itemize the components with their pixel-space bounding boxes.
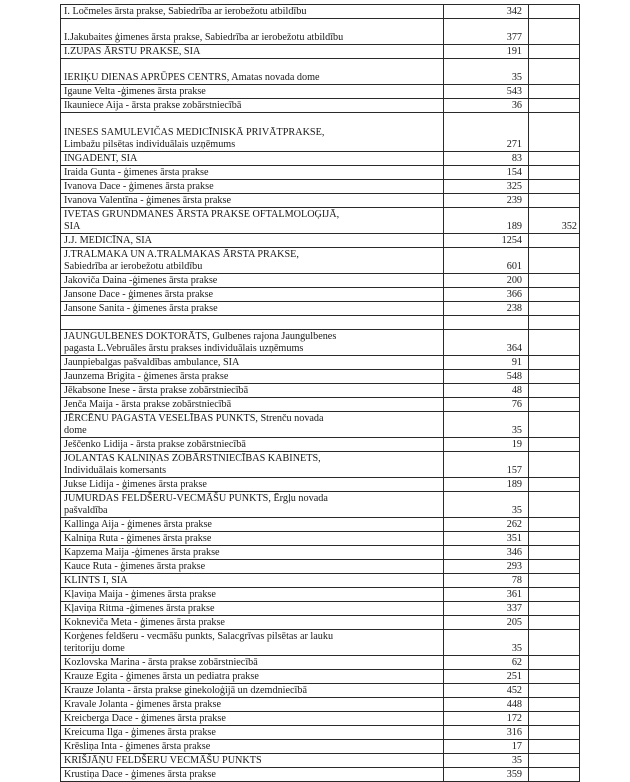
practice-name-line: Jēkabsone Inese - ārsta prakse zobārstniecībā <box>64 385 249 396</box>
practice-name-cell <box>61 152 444 166</box>
practice-name-cell <box>61 518 444 532</box>
table-row <box>61 180 580 194</box>
table-row <box>61 302 580 316</box>
practice-name-line: Ikauniece Aija - ārsta prakse zobārstniecībā <box>64 100 242 111</box>
extra-value-cell <box>529 588 580 602</box>
extra-value-cell <box>529 330 580 356</box>
extra-value-cell <box>529 698 580 712</box>
table-row <box>61 59 580 85</box>
extra-value-cell <box>529 302 580 316</box>
value-cell: 189 <box>444 478 529 492</box>
value-cell: 35 <box>444 412 529 438</box>
table-row <box>61 85 580 99</box>
extra-value-cell <box>529 412 580 438</box>
practice-name-cell <box>61 384 444 398</box>
practice-name-line: Limbažu pilsētas individuālais uzņēmums <box>64 139 236 150</box>
practice-name-cell <box>61 492 444 518</box>
table-row <box>61 684 580 698</box>
practice-name-cell <box>61 85 444 99</box>
value-cell: 35 <box>444 754 529 768</box>
value-cell: 35 <box>444 492 529 518</box>
practice-name-line: Jansone Sanita - ģimenes ārsta prakse <box>64 303 218 314</box>
practice-name-line: Krauze Jolanta - ārsta prakse ginekoloģijā un dzemdniecībā <box>64 685 307 696</box>
extra-value-cell <box>529 45 580 59</box>
extra-value-cell <box>529 532 580 546</box>
value-cell: 83 <box>444 152 529 166</box>
practice-name-line: SIA <box>64 221 81 232</box>
practice-name-cell <box>61 684 444 698</box>
practice-name-cell <box>61 588 444 602</box>
practice-name-cell <box>61 452 444 478</box>
table-row <box>61 452 580 478</box>
extra-value-cell <box>529 99 580 113</box>
table-row <box>61 208 580 234</box>
practice-name-line: IVETAS GRUNDMANES ĀRSTA PRAKSE OFTALMOLOĢIJĀ, <box>64 209 340 220</box>
practice-name-line: Kļaviņa Maija - ģimenes ārsta prakse <box>64 589 216 600</box>
extra-value-cell <box>529 740 580 754</box>
practice-name-line: JAUNGULBENES DOKTORĀTS, Gulbenes rajona Jaungulbenes <box>64 331 337 342</box>
table-row <box>61 656 580 670</box>
practice-name-line: Jukse Lidija - ģimenes ārsta prakse <box>64 479 207 490</box>
practice-name-cell <box>61 412 444 438</box>
table-row <box>61 518 580 532</box>
table-row <box>61 560 580 574</box>
table-row <box>61 574 580 588</box>
practice-name-cell <box>61 740 444 754</box>
extra-value-cell <box>529 288 580 302</box>
practice-name-cell <box>61 532 444 546</box>
practice-name-cell <box>61 208 444 234</box>
practice-name-line: Igaune Velta -ģimenes ārsta prakse <box>64 86 206 97</box>
value-cell: 189 <box>444 208 529 234</box>
value-cell: 325 <box>444 180 529 194</box>
value-cell: 377 <box>444 19 529 45</box>
practice-name-line: JOLANTAS KALNIŅAS ZOBĀRSTNIECĪBAS KABINETS, <box>64 453 321 464</box>
table-row <box>61 152 580 166</box>
table-row <box>61 412 580 438</box>
extra-value-cell <box>529 726 580 740</box>
practice-name-line: INGADENT, SIA <box>64 153 138 164</box>
practice-name-cell <box>61 274 444 288</box>
practice-name-cell <box>61 670 444 684</box>
practice-name-line: Kreicberga Dace - ģimenes ārsta prakse <box>64 713 226 724</box>
extra-value-cell <box>529 194 580 208</box>
value-cell: 271 <box>444 113 529 152</box>
practice-name-cell <box>61 768 444 782</box>
practice-name-line: Kauce Ruta - ģimenes ārsta prakse <box>64 561 206 572</box>
value-cell: 91 <box>444 356 529 370</box>
practice-name-line: JĒRCĒNU PAGASTA VESELĪBAS PUNKTS, Strenču novada <box>64 413 324 424</box>
table-row <box>61 698 580 712</box>
extra-value-cell <box>529 398 580 412</box>
practice-name-line: Ivanova Dace - ģimenes ārsta prakse <box>64 181 214 192</box>
extra-value-cell <box>529 5 580 19</box>
extra-value-cell <box>529 546 580 560</box>
extra-value-cell <box>529 384 580 398</box>
practice-name-cell <box>61 356 444 370</box>
table-row <box>61 19 580 45</box>
practice-name-line: Krauze Egita - ģimenes ārsta un pediatra prakse <box>64 671 259 682</box>
practice-name-line: Kozlovska Marina - ārsta prakse zobārstniecībā <box>64 657 258 668</box>
extra-value-cell <box>529 712 580 726</box>
table-row <box>61 712 580 726</box>
practice-name-cell <box>61 698 444 712</box>
value-cell: 157 <box>444 452 529 478</box>
practice-name-line: pagasta L.Vebruāles ārstu prakses individuālais uzņēmums <box>64 343 304 354</box>
practice-name-cell <box>61 330 444 356</box>
practice-name-line: Krustiņa Dace - ģimenes ārsta prakse <box>64 769 216 780</box>
value-cell: 251 <box>444 670 529 684</box>
extra-value-cell <box>529 478 580 492</box>
table-row <box>61 478 580 492</box>
table-row <box>61 113 580 152</box>
value-cell: 62 <box>444 656 529 670</box>
value-cell: 359 <box>444 768 529 782</box>
practice-name-cell <box>61 398 444 412</box>
practice-name-line: Kļaviņa Ritma -ģimenes ārsta prakse <box>64 603 215 614</box>
table-row <box>61 45 580 59</box>
extra-value-cell <box>529 85 580 99</box>
value-cell: 351 <box>444 532 529 546</box>
extra-value-cell <box>529 768 580 782</box>
practice-name-line: I.Jakubaites ģimenes ārsta prakse, Sabiedrība ar ierobežotu atbildību <box>64 32 344 43</box>
value-cell: 191 <box>444 45 529 59</box>
extra-value-cell <box>529 684 580 698</box>
extra-value-cell <box>529 180 580 194</box>
value-cell: 1254 <box>444 234 529 248</box>
practice-name-line: Jaunpiebalgas pašvaldības ambulance, SIA <box>64 357 240 368</box>
table-body <box>61 5 580 782</box>
value-cell: 19 <box>444 438 529 452</box>
value-cell: 337 <box>444 602 529 616</box>
practice-name-cell <box>61 180 444 194</box>
table-row <box>61 492 580 518</box>
practice-name-line: Korģenes feldšeru - vecmāšu punkts, Salacgrīvas pilsētas ar lauku <box>64 631 334 642</box>
value-cell: 364 <box>444 330 529 356</box>
extra-value-cell <box>529 316 580 330</box>
practice-name-line: Sabiedrība ar ierobežotu atbildību <box>64 261 203 272</box>
table-row <box>61 768 580 782</box>
practice-name-line: teritoriju dome <box>64 643 125 654</box>
extra-value-cell <box>529 370 580 384</box>
extra-value-cell <box>529 602 580 616</box>
practice-name-cell <box>61 19 444 45</box>
table-row <box>61 532 580 546</box>
extra-value-cell <box>529 438 580 452</box>
extra-value-cell <box>529 670 580 684</box>
practice-name-cell <box>61 712 444 726</box>
extra-value-cell <box>529 492 580 518</box>
practice-name-cell <box>61 99 444 113</box>
practice-name-line: KLINTS I, SIA <box>64 575 128 586</box>
practice-name-cell <box>61 438 444 452</box>
practice-name-line: Ješčenko Lidija - ārsta prakse zobārstniecībā <box>64 439 246 450</box>
table-row <box>61 274 580 288</box>
practice-name-line: I.ZUPAS ĀRSTU PRAKSE, SIA <box>64 46 201 57</box>
value-cell <box>444 316 529 330</box>
table-row <box>61 588 580 602</box>
extra-value-cell <box>529 234 580 248</box>
practice-name-cell <box>61 574 444 588</box>
practice-name-line <box>64 317 440 329</box>
practice-name-cell <box>61 602 444 616</box>
table-row <box>61 330 580 356</box>
practice-name-cell <box>61 656 444 670</box>
extra-value-cell <box>529 754 580 768</box>
table-row <box>61 384 580 398</box>
practice-name-line: Jakoviča Daina -ģimenes ārsta prakse <box>64 275 218 286</box>
value-cell: 361 <box>444 588 529 602</box>
extra-value-cell <box>529 166 580 180</box>
practice-name-cell <box>61 616 444 630</box>
practice-name-cell <box>61 630 444 656</box>
practice-name-cell <box>61 546 444 560</box>
extra-value-cell <box>529 59 580 85</box>
extra-value-cell <box>529 518 580 532</box>
practice-name-line: Kalniņa Ruta - ģimenes ārsta prakse <box>64 533 212 544</box>
extra-value-cell <box>529 616 580 630</box>
practice-name-line: Jansone Dace - ģimenes ārsta prakse <box>64 289 214 300</box>
document-page <box>60 4 579 782</box>
value-cell: 452 <box>444 684 529 698</box>
value-cell: 172 <box>444 712 529 726</box>
table-row <box>61 356 580 370</box>
table-row <box>61 740 580 754</box>
table-row <box>61 546 580 560</box>
value-cell: 342 <box>444 5 529 19</box>
practice-name-cell <box>61 166 444 180</box>
table-row <box>61 5 580 19</box>
table-row <box>61 726 580 740</box>
practice-name-cell <box>61 45 444 59</box>
table-row <box>61 754 580 768</box>
practice-name-cell <box>61 288 444 302</box>
value-cell: 17 <box>444 740 529 754</box>
value-cell: 316 <box>444 726 529 740</box>
practice-name-cell <box>61 248 444 274</box>
table-row <box>61 288 580 302</box>
table-row <box>61 370 580 384</box>
practice-name-cell <box>61 478 444 492</box>
practice-name-line: J.J. MEDICĪNA, SIA <box>64 235 153 246</box>
practice-name-line: dome <box>64 425 87 436</box>
practice-name-cell <box>61 302 444 316</box>
value-cell: 200 <box>444 274 529 288</box>
value-cell: 262 <box>444 518 529 532</box>
practices-table <box>60 4 580 782</box>
table-row <box>61 248 580 274</box>
value-cell: 48 <box>444 384 529 398</box>
value-cell: 78 <box>444 574 529 588</box>
practice-name-line: I. Ločmeles ārsta prakse, Sabiedrība ar ierobežotu atbildību <box>64 6 307 17</box>
practice-name-line: J.TRALMAKA UN A.TRALMAKAS ĀRSTA PRAKSE, <box>64 249 299 260</box>
practice-name-cell <box>61 370 444 384</box>
practice-name-line: Kravale Jolanta - ģimenes ārsta prakse <box>64 699 221 710</box>
table-row <box>61 602 580 616</box>
practice-name-cell <box>61 234 444 248</box>
practice-name-line: Jenča Maija - ārsta prakse zobārstniecībā <box>64 399 232 410</box>
extra-value-cell <box>529 574 580 588</box>
value-cell: 601 <box>444 248 529 274</box>
value-cell: 154 <box>444 166 529 180</box>
extra-value-cell: 352 <box>529 208 580 234</box>
practice-name-cell <box>61 726 444 740</box>
extra-value-cell <box>529 656 580 670</box>
extra-value-cell <box>529 274 580 288</box>
extra-value-cell <box>529 356 580 370</box>
value-cell: 448 <box>444 698 529 712</box>
practice-name-line: Kreicuma Ilga - ģimenes ārsta prakse <box>64 727 216 738</box>
value-cell: 76 <box>444 398 529 412</box>
practice-name-line: Individuālais komersants <box>64 465 167 476</box>
value-cell: 35 <box>444 630 529 656</box>
extra-value-cell <box>529 452 580 478</box>
practice-name-cell <box>61 194 444 208</box>
table-row <box>61 630 580 656</box>
value-cell: 36 <box>444 99 529 113</box>
table-row <box>61 166 580 180</box>
practice-name-line: Kokneviča Meta - ģimenes ārsta prakse <box>64 617 225 628</box>
extra-value-cell <box>529 19 580 45</box>
value-cell: 366 <box>444 288 529 302</box>
practice-name-line: IERIĶU DIENAS APRŪPES CENTRS, Amatas novada dome <box>64 72 320 83</box>
value-cell: 543 <box>444 85 529 99</box>
practice-name-line: pašvaldība <box>64 505 108 516</box>
practice-name-cell <box>61 113 444 152</box>
extra-value-cell <box>529 248 580 274</box>
table-row <box>61 316 580 330</box>
practice-name-cell <box>61 5 444 19</box>
practice-name-line: Kallinga Aija - ģimenes ārsta prakse <box>64 519 212 530</box>
table-row <box>61 194 580 208</box>
table-row <box>61 398 580 412</box>
value-cell: 205 <box>444 616 529 630</box>
table-row <box>61 99 580 113</box>
practice-name-line: Krēsliņa Inta - ģimenes ārsta prakse <box>64 741 211 752</box>
practice-name-cell <box>61 59 444 85</box>
value-cell: 35 <box>444 59 529 85</box>
practice-name-line: Jaunzema Brigita - ģimenes ārsta prakse <box>64 371 229 382</box>
value-cell: 239 <box>444 194 529 208</box>
table-row <box>61 438 580 452</box>
extra-value-cell <box>529 152 580 166</box>
table-row <box>61 670 580 684</box>
extra-value-cell <box>529 560 580 574</box>
extra-value-cell <box>529 113 580 152</box>
value-cell: 346 <box>444 546 529 560</box>
extra-value-cell <box>529 630 580 656</box>
practice-name-line: Ivanova Valentīna - ģimenes ārsta prakse <box>64 195 231 206</box>
value-cell: 293 <box>444 560 529 574</box>
practice-name-line: Kapzema Maija -ģimenes ārsta prakse <box>64 547 220 558</box>
practice-name-cell <box>61 754 444 768</box>
table-row <box>61 234 580 248</box>
practice-name-line: Iraida Gunta - ģimenes ārsta prakse <box>64 167 209 178</box>
practice-name-line: KRIŠJĀŅU FELDŠERU VECMĀŠU PUNKTS <box>64 755 262 766</box>
practice-name-line: INESES SAMULEVIČAS MEDICĪNISKĀ PRIVĀTPRAKSE, <box>64 127 325 138</box>
value-cell: 238 <box>444 302 529 316</box>
table-row <box>61 616 580 630</box>
practice-name-cell <box>61 316 444 330</box>
value-cell: 548 <box>444 370 529 384</box>
practice-name-line: JUMURDAS FELDŠERU-VECMĀŠU PUNKTS, Ērgļu novada <box>64 493 328 504</box>
practice-name-cell <box>61 560 444 574</box>
